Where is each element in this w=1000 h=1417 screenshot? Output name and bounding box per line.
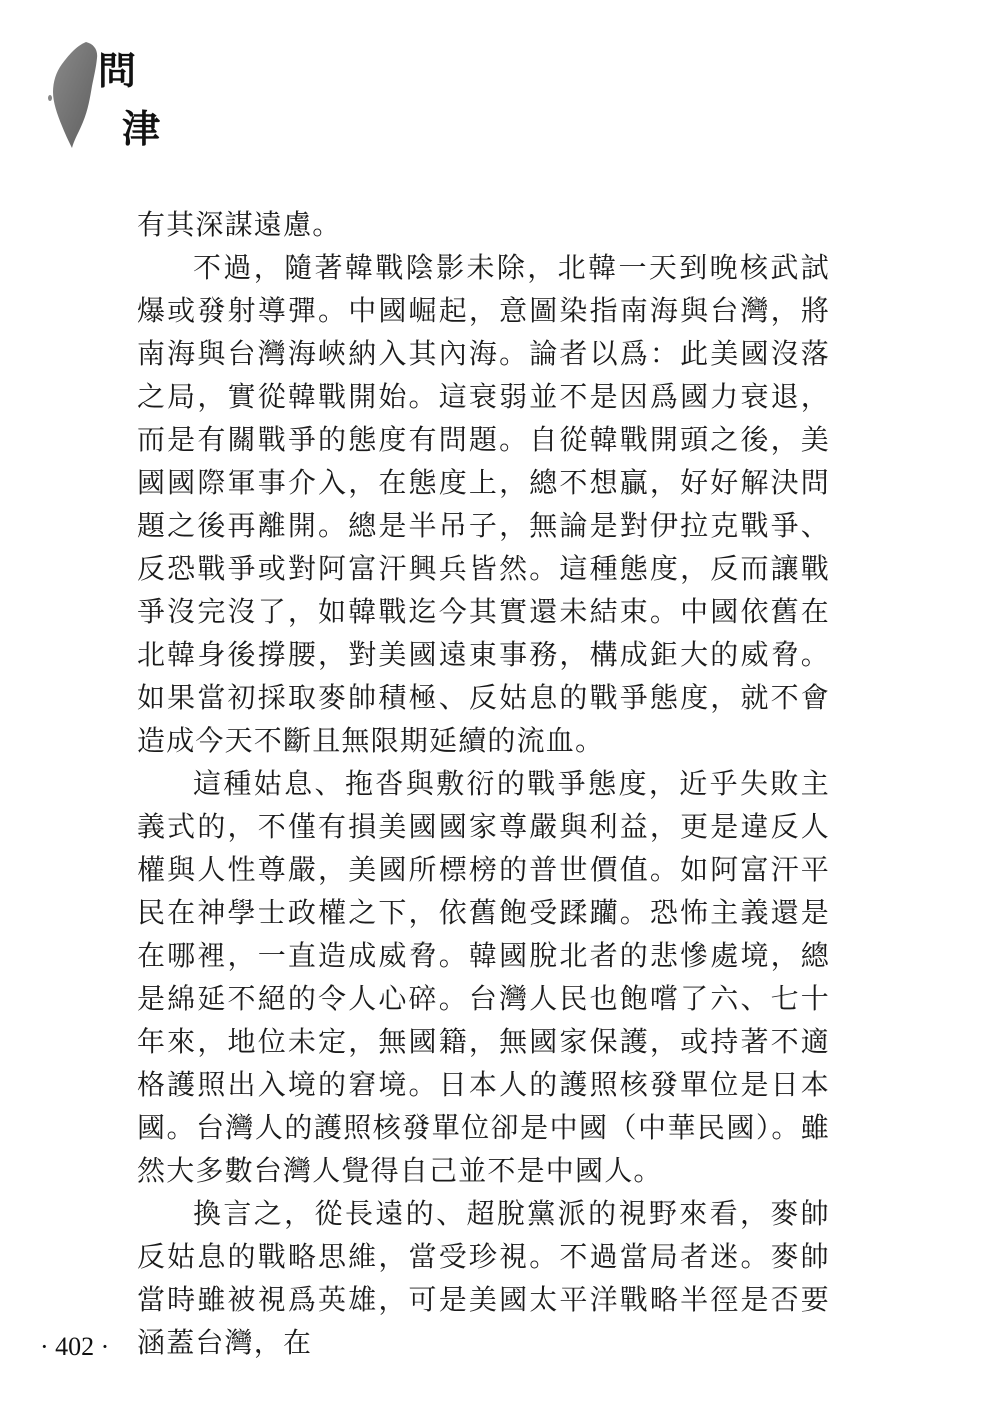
paragraph-1: 有其深謀遠慮。 xyxy=(137,208,342,241)
paragraph-3: 這種姑息、拖沓與敷衍的戰爭態度，近乎失敗主義式的，不僅有損美國國家尊嚴與利益，更是違反人權與人性尊嚴，美國所標榜的普世價值。如阿富汗平民在神學士政權之下，依舊飽受蹂躪。恐怖主義還是在哪裡，一直造成威脅。韓國脫北者的悲慘處境，總是綿延不絕的令人心碎。台灣人民也飽嚐了六、七十年來，地位未定，無國籍，無國家保護，或持著不適格護照出入境的窘境。日本人的護照核發單位是日本國。台灣人的護照核發單位卻是中國（中華民國）。雖然大多數台灣人覺得自己並不是中國人。 xyxy=(137,767,830,1187)
chapter-header-mark xyxy=(48,40,178,160)
header-char-wen: 問 xyxy=(98,49,137,93)
paragraph-2: 不過，隨著韓戰陰影未除，北韓一天到晚核武試爆或發射導彈。中國崛起，意圖染指南海與台灣，將南海與台灣海峽納入其內海。論者以爲：此美國沒落之局，實從韓戰開始。這衰弱並不是因爲國力衰退，而是有關戰爭的態度有問題。自從韓戰開頭之後，美國國際軍事介入，在態度上，總不想贏，好好解決問題之後再離開。總是半吊子，無論是對伊拉克戰爭、反恐戰爭或對阿富汗興兵皆然。這種態度，反而讓戰爭沒完沒了，如韓戰迄今其實還未結束。中國依舊在北韓身後撐腰，對美國遠東事務，構成鉅大的威脅。如果當初採取麥帥積極、反姑息的戰爭態度，就不會造成今天不斷且無限期延續的流血。 xyxy=(137,251,830,757)
page-number: · 402 · xyxy=(40,1332,110,1361)
body-text xyxy=(137,203,830,1364)
paragraph-4: 換言之，從長遠的、超脫黨派的視野來看，麥帥反姑息的戰略思維，當受珍視。不過當局者迷。麥帥當時雖被視爲英雄，可是美國太平洋戰略半徑是否要涵蓋台灣，在 xyxy=(137,1197,830,1359)
header-char-jin: 津 xyxy=(122,107,161,151)
